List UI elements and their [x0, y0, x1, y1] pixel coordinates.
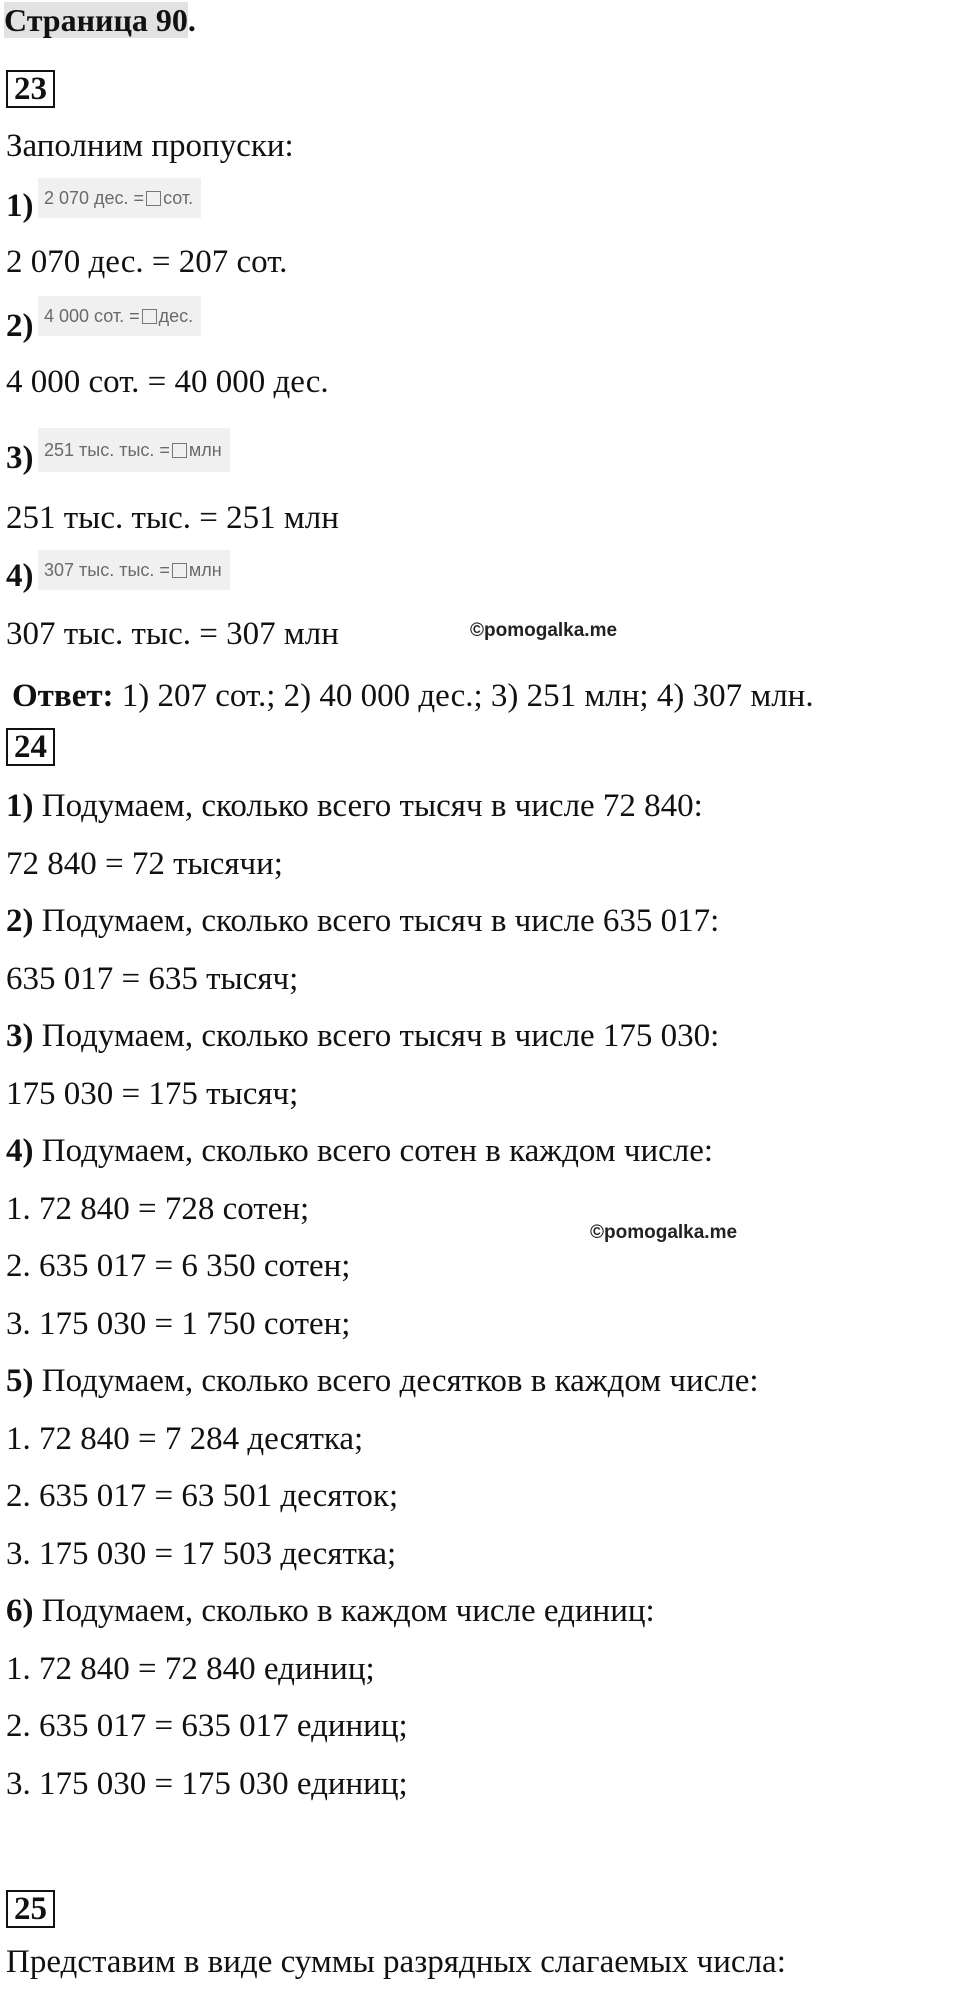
blank-square-icon [146, 191, 161, 206]
task-24-number: 24 [6, 728, 55, 766]
task-24-line-number: 3) [6, 1018, 34, 1054]
task-24-line-text: 175 030 = 175 тысяч; [6, 1076, 299, 1112]
task-23-item-4-label: 4) [6, 558, 34, 594]
task-24-line-text: 2. 635 017 = 635 017 единиц; [6, 1708, 408, 1744]
task-23-item-2-label: 2) [6, 308, 34, 344]
task-25-number: 25 [6, 1890, 55, 1928]
task-23-item-1-label: 1) [6, 188, 34, 224]
task-23-item-2-right: дес. [158, 305, 194, 326]
task-24-line [6, 1304, 350, 1344]
task-24-line [6, 901, 719, 941]
task-23-item-4-solution: 307 тыс. тыс. = 307 млн [6, 616, 339, 652]
task-24-number-box [6, 728, 55, 766]
task-24-line-text: Подумаем, сколько всего сотен в каждом числе: [33, 1133, 714, 1169]
task-23-item-3-right: млн [188, 439, 222, 460]
task-24-line [6, 786, 703, 826]
blank-square-icon [172, 563, 187, 578]
task-24-line-text: Подумаем, сколько всего тысяч в числе 175 030: [33, 1018, 720, 1054]
task-23-answer [12, 676, 814, 716]
task-24-line [6, 959, 298, 999]
watermark-1: ©pomogalka.me [470, 620, 618, 641]
task-23-item-4-left: 307 тыс. тыс. = [44, 559, 170, 580]
task-23-answer-label: Ответ: [12, 678, 114, 714]
task-23-answer-text: 1) 207 сот.; 2) 40 000 дес.; 3) 251 млн; 4) 307 млн. [113, 678, 814, 714]
task-24-line-text: 2. 635 017 = 6 350 сотен; [6, 1248, 351, 1284]
task-23-item-3-left: 251 тыс. тыс. = [44, 439, 170, 460]
task-23-intro: Заполним пропуски: [6, 128, 294, 164]
blank-square-icon [142, 309, 157, 324]
task-23-item-4-right: млн [188, 559, 222, 580]
task-23-item-3-image [38, 428, 230, 472]
task-23-item-3-solution: 251 тыс. тыс. = 251 млн [6, 500, 339, 536]
task-24-line-text: 3. 175 030 = 175 030 единиц; [6, 1766, 408, 1802]
task-24-line-text: 2. 635 017 = 63 501 десяток; [6, 1478, 399, 1514]
task-24-line [6, 1764, 408, 1804]
task-24-line-number: 2) [6, 903, 34, 939]
task-24-line [6, 844, 283, 884]
task-23-item-1-left: 2 070 дес. = [44, 187, 145, 208]
task-24-line-text: Подумаем, сколько всего десятков в каждом числе: [33, 1363, 759, 1399]
task-23-item-1-right: сот. [163, 187, 194, 208]
task-24-line [6, 1419, 363, 1459]
page-title-dot: . [187, 2, 196, 38]
task-24-line-text: 3. 175 030 = 17 503 десятка; [6, 1536, 397, 1572]
task-24-line-text: 1. 72 840 = 7 284 десятка; [6, 1421, 364, 1457]
task-25-intro: Представим в виде суммы разрядных слагаемых числа: [6, 1944, 786, 1980]
task-24-line-number: 1) [6, 788, 34, 824]
page-title [4, 2, 196, 39]
task-24-line [6, 1476, 398, 1516]
task-24-line-text: 3. 175 030 = 1 750 сотен; [6, 1306, 351, 1342]
task-23-number: 23 [6, 70, 55, 108]
task-23-item-3-label: 3) [6, 440, 34, 476]
task-24-line-number: 6) [6, 1593, 34, 1629]
task-24-line [6, 1591, 655, 1631]
task-24-line [6, 1074, 298, 1114]
blank-square-icon [172, 443, 187, 458]
task-24-line-text: 1. 72 840 = 728 сотен; [6, 1191, 310, 1227]
page-title-text: Страница 90 [4, 2, 188, 38]
task-24-line [6, 1131, 713, 1171]
task-24-line [6, 1649, 375, 1689]
task-23-item-2-solution: 4 000 сот. = 40 000 дес. [6, 364, 329, 400]
task-24-line-number: 5) [6, 1363, 34, 1399]
task-23-item-2-image [38, 296, 201, 336]
task-23-item-1-solution: 2 070 дес. = 207 сот. [6, 244, 288, 280]
watermark-2: ©pomogalka.me [590, 1222, 738, 1243]
task-24-line-text: 635 017 = 635 тысяч; [6, 961, 299, 997]
task-23-number-box [6, 70, 55, 108]
task-24-line [6, 1246, 350, 1286]
task-24-line-text: 72 840 = 72 тысячи; [6, 846, 283, 882]
task-24-line-number: 4) [6, 1133, 34, 1169]
task-24-line [6, 1016, 719, 1056]
task-24-line [6, 1534, 396, 1574]
task-24-line-text: Подумаем, сколько в каждом числе единиц: [33, 1593, 655, 1629]
task-24-line-text: 1. 72 840 = 72 840 единиц; [6, 1651, 375, 1687]
task-23-item-4-image [38, 550, 230, 590]
task-23-item-1-image [38, 178, 201, 218]
task-24-line [6, 1361, 759, 1401]
task-25-number-box [6, 1890, 55, 1928]
task-24-line-text: Подумаем, сколько всего тысяч в числе 72 840: [33, 788, 703, 824]
task-23-item-2-left: 4 000 сот. = [44, 305, 140, 326]
task-24-line [6, 1189, 309, 1229]
task-24-line-text: Подумаем, сколько всего тысяч в числе 635 017: [33, 903, 720, 939]
task-24-line [6, 1706, 408, 1746]
